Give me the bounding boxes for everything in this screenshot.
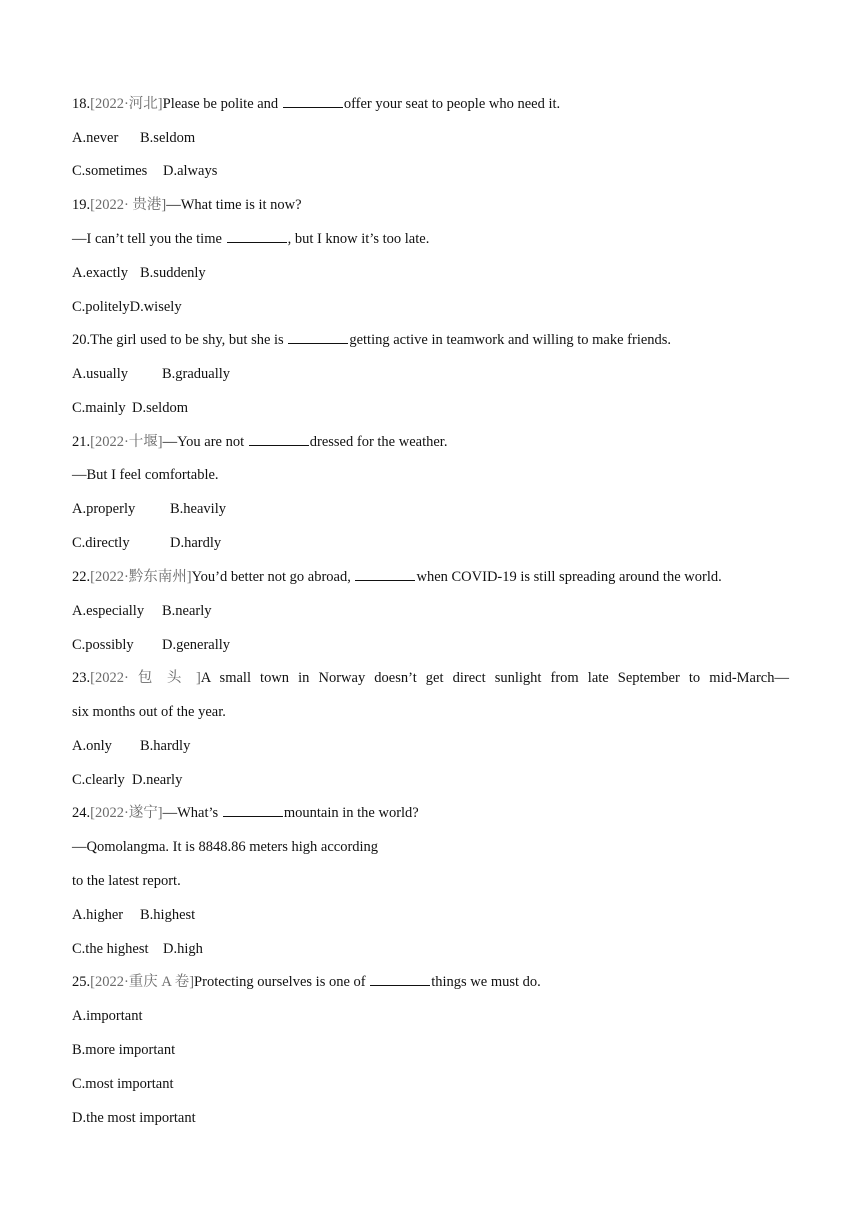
option-a: A.especially (72, 603, 145, 619)
question-number: 23. (72, 670, 91, 686)
question-24-stem (72, 803, 419, 823)
question-22-options-cd (72, 635, 230, 655)
answer-blank (283, 94, 343, 108)
question-number: 19. (72, 197, 91, 213)
option-a: A.never (72, 130, 119, 146)
option-c: C.politely (72, 299, 130, 315)
question-18-stem (72, 94, 560, 114)
option-b: B.seldom (140, 130, 196, 146)
stem-text: getting active in teamwork and willing to make friends. (349, 332, 672, 348)
stem-text: —Qomolangma. It is 8848.86 meters high according (72, 839, 379, 855)
question-source: [2022·河北] (90, 96, 163, 112)
option-b: B.hardly (140, 738, 191, 754)
option-b: B.gradually (162, 366, 231, 382)
option-b: B.heavily (170, 501, 226, 517)
option-b: B.highest (140, 907, 196, 923)
stem-text: , but I know it’s too late. (287, 231, 430, 247)
stem-text: —You are not (162, 434, 248, 450)
question-24-line-3 (72, 871, 181, 891)
question-source: [2022·遂宁] (90, 805, 163, 821)
option-d: D.the most important (72, 1110, 196, 1126)
answer-blank (249, 432, 309, 446)
question-source: [2022·重庆 A 卷] (90, 974, 195, 990)
question-25-option-c (72, 1074, 174, 1094)
question-25-option-b (72, 1040, 175, 1060)
stem-text: A small town in Norway doesn’t get direct sunlight from late September to mid-March— (200, 670, 789, 686)
question-number: 22. (72, 569, 91, 585)
option-d: D.always (163, 163, 218, 179)
stem-text: You’d better not go abroad, (191, 569, 355, 585)
question-25-option-a (72, 1006, 142, 1026)
option-a: A.properly (72, 501, 136, 517)
question-24-options-ab (72, 905, 195, 925)
question-19-line-2 (72, 229, 429, 249)
option-a: A.exactly (72, 265, 128, 281)
option-d: D.generally (162, 637, 231, 653)
option-a: A.only (72, 738, 112, 754)
option-c: C.sometimes (72, 163, 148, 179)
option-c: C.most important (72, 1076, 174, 1092)
question-source: [2022·黔东南州] (90, 569, 192, 585)
question-18-options-ab (72, 128, 195, 148)
stem-text: offer your seat to people who need it. (343, 96, 561, 112)
question-21-options-ab (72, 499, 226, 519)
option-b: B.suddenly (140, 265, 206, 281)
question-23-line-2 (72, 702, 226, 722)
option-c: C.clearly (72, 772, 125, 788)
question-23-options-cd (72, 770, 182, 790)
stem-text: —But I feel comfortable. (72, 467, 219, 483)
option-d: D.hardly (170, 535, 222, 551)
option-b: B.more important (72, 1042, 176, 1058)
option-c: C.mainly (72, 400, 126, 416)
question-20-options-cd (72, 398, 188, 418)
question-21-line-2 (72, 465, 219, 485)
answer-blank (288, 330, 348, 344)
option-d: D.wisely (129, 299, 182, 315)
stem-text: Please be polite and (162, 96, 282, 112)
stem-text: mountain in the world? (283, 805, 419, 821)
question-25-stem (72, 972, 541, 992)
question-19-stem (72, 195, 302, 215)
question-19-options-cd (72, 297, 182, 317)
stem-text: —I can’t tell you the time (72, 231, 226, 247)
stem-text: when COVID-19 is still spreading around the world. (416, 569, 722, 585)
stem-text: —What’s (162, 805, 222, 821)
stem-text: dressed for the weather. (309, 434, 448, 450)
question-25-option-d (72, 1108, 196, 1128)
stem-text: Protecting ourselves is one of (194, 974, 370, 990)
option-d: D.seldom (132, 400, 188, 416)
question-20-stem (72, 330, 671, 350)
question-20-options-ab (72, 364, 230, 384)
question-21-stem (72, 432, 447, 452)
option-a: A.higher (72, 907, 124, 923)
question-source: [2022· 贵港] (90, 197, 167, 213)
answer-blank (227, 229, 287, 243)
question-22-stem (72, 567, 722, 587)
stem-text: six months out of the year. (72, 704, 226, 720)
option-c: C.possibly (72, 637, 134, 653)
option-c: C.directly (72, 535, 130, 551)
question-number: 20. (72, 332, 91, 348)
option-a: A.usually (72, 366, 128, 382)
stem-text: to the latest report. (72, 873, 181, 889)
question-number: 24. (72, 805, 91, 821)
option-d: D.high (163, 941, 203, 957)
question-21-options-cd (72, 533, 221, 553)
question-24-options-cd (72, 939, 203, 959)
question-number: 25. (72, 974, 91, 990)
question-source: [2022· 包 头 ] (90, 670, 201, 686)
question-18-options-cd (72, 161, 217, 181)
option-d: D.nearly (132, 772, 183, 788)
option-b: B.nearly (162, 603, 212, 619)
option-c: C.the highest (72, 941, 149, 957)
question-number: 18. (72, 96, 91, 112)
stem-text: The girl used to be shy, but she is (90, 332, 288, 348)
answer-blank (223, 803, 283, 817)
stem-text: —What time is it now? (166, 197, 302, 213)
question-24-line-2 (72, 837, 378, 857)
question-number: 21. (72, 434, 91, 450)
question-22-options-ab (72, 601, 212, 621)
question-23-options-ab (72, 736, 190, 756)
option-a: A.important (72, 1008, 143, 1024)
answer-blank (370, 972, 430, 986)
question-source: [2022·十堰] (90, 434, 163, 450)
answer-blank (355, 567, 415, 581)
question-19-options-ab (72, 263, 206, 283)
stem-text: things we must do. (431, 974, 541, 990)
question-23-stem (72, 668, 789, 688)
